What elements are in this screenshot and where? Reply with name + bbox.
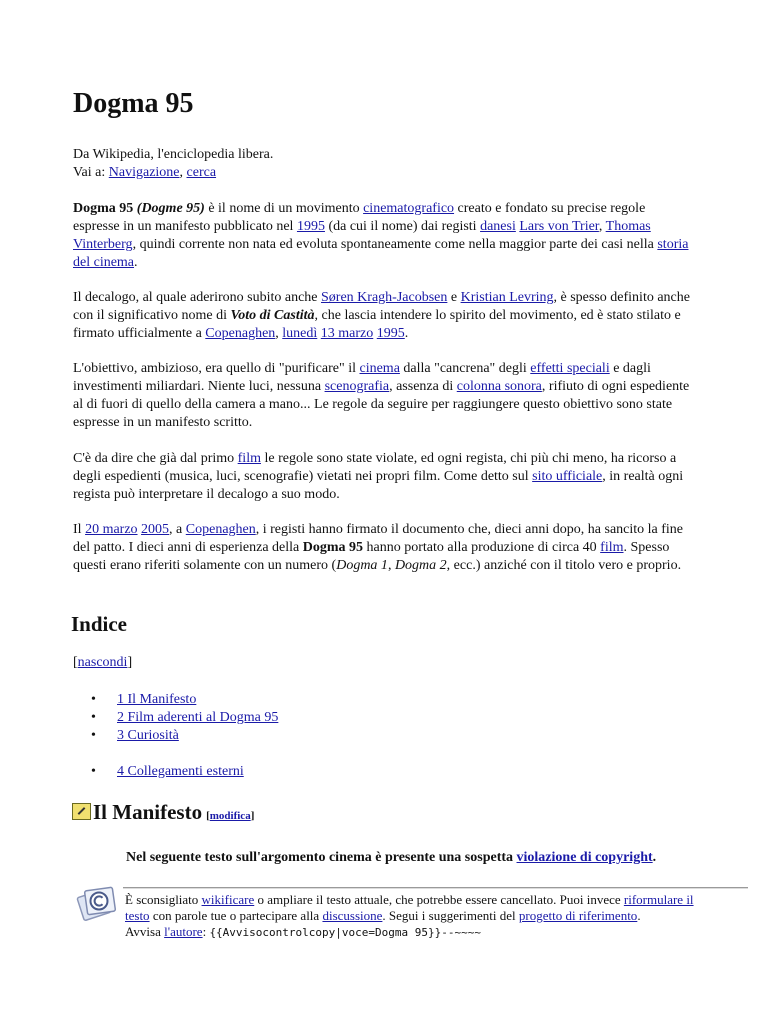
toc-item (73, 727, 278, 745)
copyright-notice-title (126, 849, 666, 867)
link-1995[interactable]: 1995 (376, 326, 405, 341)
link-20-marzo[interactable]: 20 marzo (85, 522, 138, 537)
text: C'è da dire che già dal primo (73, 451, 238, 466)
text: le regole sono state violate, ed ogni regista, chi più chi meno, ha ricorso a degli espedienti (musica, luci, scenografie) vietati nei propri film. Come detto sul (73, 451, 677, 484)
toc-list-2 (73, 763, 244, 781)
link-film[interactable]: film (237, 451, 261, 466)
bold-term: Dogma 95 (302, 540, 364, 555)
toc-heading: Indice (71, 612, 128, 636)
pencil-edit-icon[interactable] (72, 803, 91, 820)
copyright-notice-body (125, 892, 715, 941)
text: . Segui i suggerimenti del (382, 908, 519, 923)
text: , in realtà ogni regista può interpretare il decalogo a suo modo. (73, 469, 684, 502)
text: , a (169, 522, 186, 537)
text: , assenza di (389, 379, 457, 394)
bold-term: Dogma 95 (73, 201, 134, 216)
text: , ecc.) anziché con il titolo vero e proprio. (446, 558, 682, 573)
bullet: • (91, 710, 96, 725)
link-storia-del-cinema[interactable]: storia del cinema (73, 237, 689, 270)
text: . (652, 850, 657, 865)
link-13-marzo[interactable]: 13 marzo (320, 326, 374, 341)
toc-link-film-aderenti[interactable]: 2 Film aderenti al Dogma 95 (117, 710, 279, 725)
link-film[interactable]: film (600, 540, 624, 555)
toc-link-curiosita[interactable]: 3 Curiosità (117, 728, 179, 743)
text: e dagli investimenti miliardari. Niente luci, nessuna (73, 361, 651, 394)
toc-item (73, 691, 278, 709)
link-cinema[interactable]: cinema (359, 361, 400, 376)
link-progetto-riferimento[interactable]: progetto di riferimento (518, 908, 638, 923)
text: : (202, 924, 210, 939)
search-link[interactable]: cerca (186, 165, 217, 180)
text: (da cui il nome) dai registi (324, 219, 481, 234)
link-lunedi[interactable]: lunedì (282, 326, 318, 341)
objective-paragraph (73, 360, 693, 432)
link-riformulare[interactable]: riformulare il testo (125, 892, 694, 923)
text: è il nome di un movimento (204, 201, 364, 216)
decalogue-paragraph (73, 289, 693, 343)
link-danesi[interactable]: danesi (480, 219, 516, 234)
text: e (447, 290, 461, 305)
text: Nel seguente testo sull'argomento cinema è presente una sospetta (126, 850, 517, 865)
text: , quindi corrente non nata ed evoluta spontaneamente come nella maggior parte dei casi nella (132, 237, 658, 252)
link-lars-von-trier[interactable]: Lars von Trier (519, 219, 599, 234)
text: , (275, 326, 283, 341)
violations-paragraph (73, 450, 693, 504)
text: , (598, 219, 606, 234)
copyright-icon (72, 883, 120, 923)
link-effetti-speciali[interactable]: effetti speciali (530, 361, 610, 376)
italic-term: Dogma 2 (394, 558, 447, 573)
bracket: ] (127, 655, 133, 670)
copyright-violation-link[interactable]: violazione di copyright (516, 850, 653, 865)
link-cinematografico[interactable]: cinematografico (363, 201, 455, 216)
text: , è spesso definito anche con il significativo nome di (73, 290, 690, 323)
jump-to-prefix: Vai a: (73, 165, 106, 180)
text: con parole tue o partecipare alla (149, 908, 323, 923)
link-wikificare[interactable]: wikificare (201, 892, 255, 907)
text: L'obiettivo, ambizioso, era quello di "purificare" il (73, 361, 360, 376)
toc-list (73, 691, 278, 745)
section-title: Il Manifesto (93, 800, 203, 824)
link-kristian-levring[interactable]: Kristian Levring (460, 290, 554, 305)
text: , (387, 558, 395, 573)
text: Il decalogo, al quale aderirono subito anche (73, 290, 322, 305)
link-thomas-vinterberg[interactable]: Thomas Vinterberg (73, 219, 651, 252)
text: . (637, 908, 641, 923)
bold-italic-term: (Dogme 95) (136, 201, 205, 216)
bracket: ] (250, 810, 255, 822)
text: , rifiuto di ogni espediente al di fuori di quello della camera a mano... Le regole da seguire per raggiungere questo obiettivo sono state espresse in un manifesto scritto. (73, 379, 690, 430)
link-colonna-sonora[interactable]: colonna sonora (456, 379, 542, 394)
notice-divider (123, 887, 748, 889)
bold-italic-term: Voto di Castità (230, 308, 315, 323)
jump-to (73, 164, 273, 182)
section-edit (206, 810, 254, 822)
text: . (404, 326, 409, 341)
toc-hide-link[interactable]: nascondi (77, 655, 128, 670)
text: o ampliare il testo attuale, che potrebbe essere cancellato. Puoi invece (254, 892, 624, 907)
toc-link-manifesto[interactable]: 1 Il Manifesto (117, 692, 197, 707)
toc-link-collegamenti[interactable]: 4 Collegamenti esterni (117, 764, 244, 779)
text: . Spesso questi erano riferiti solamente con un numero ( (73, 540, 670, 573)
text: creato e fondato su precise regole espresse in un manifesto pubblicato nel (73, 201, 646, 234)
jump-separator: , (179, 165, 187, 180)
section-heading-manifesto (72, 800, 254, 825)
page-subtitle (73, 146, 273, 182)
bracket: [ (206, 810, 210, 822)
tagline: Da Wikipedia, l'enciclopedia libera. (73, 147, 274, 162)
navigation-link[interactable]: Navigazione (108, 165, 180, 180)
text: hanno portato alla produzione di circa 40 (363, 540, 601, 555)
page-title: Dogma 95 (73, 88, 194, 119)
toc-item (73, 709, 278, 727)
link-sito-ufficiale[interactable]: sito ufficiale (532, 469, 603, 484)
link-2005[interactable]: 2005 (141, 522, 170, 537)
toc-item (73, 763, 244, 781)
toc-toggle (73, 655, 132, 671)
text: , i registi hanno firmato il documento che, dieci anni dopo, ha sancito la fine del patto. I dieci anni di esperienza della (73, 522, 684, 555)
link-soren-kragh-jacobsen[interactable]: Søren Kragh-Jacobsen (321, 290, 448, 305)
link-copenaghen[interactable]: Copenaghen (205, 326, 276, 341)
link-discussione[interactable]: discussione (322, 908, 383, 923)
bracket: [ (73, 655, 78, 670)
link-copenaghen[interactable]: Copenaghen (185, 522, 256, 537)
text: È sconsigliato (125, 892, 202, 907)
italic-term: Dogma 1 (336, 558, 388, 573)
link-scenografia[interactable]: scenografia (324, 379, 390, 394)
end-paragraph (73, 521, 693, 575)
text: Il (73, 522, 86, 537)
bullet: • (91, 692, 96, 707)
text: dalla "cancrena" degli (399, 361, 531, 376)
bullet: • (91, 764, 96, 779)
edit-section-link[interactable]: modifica (209, 810, 251, 822)
text: , che lascia intendere lo spirito del movimento, ed è stato stilato e firmato ufficialmente a (73, 308, 681, 341)
link-autore[interactable]: l'autore (164, 924, 203, 939)
bullet: • (91, 728, 96, 743)
intro-paragraph (73, 200, 693, 272)
text: Avvisa (125, 924, 165, 939)
link-1995[interactable]: 1995 (296, 219, 325, 234)
template-code: {{Avvisocontrolcopy|voce=Dogma 95}}--~~~~ (209, 926, 481, 939)
text: . (134, 255, 138, 270)
